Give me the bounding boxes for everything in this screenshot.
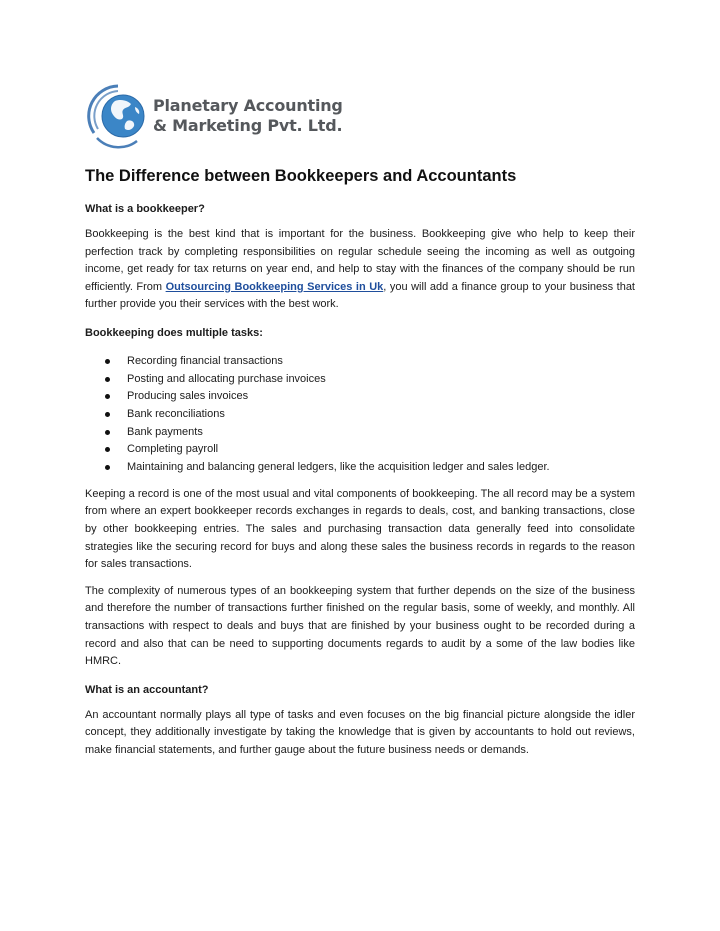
outsourcing-bookkeeping-link[interactable]: Outsourcing Bookkeeping Services in Uk: [165, 280, 384, 293]
task-text: Recording financial transactions: [127, 354, 283, 367]
document-title: The Difference between Bookkeepers and Accountants: [85, 167, 517, 185]
record-keeping-paragraph: Keeping a record is one of the most usual and vital components of bookkeeping. The all record may be a system from where an expert bookkeeper records exchanges in regards to deals, cost, and banking transactions, close by other bookkeeping entries. The sales and purchasing transaction data generally feed into consolidate strategies like the securing record for buys and along these sales the business records in regards to the reason for sales transactions.: [85, 487, 635, 571]
globe-logo-icon: [85, 83, 151, 149]
bookkeeper-paragraph: [85, 226, 635, 314]
bullet-icon: [105, 447, 110, 452]
list-item: [85, 388, 635, 406]
bookkeeper-text-after-link: , you will add a finance group to your business that further provide you their services with the best work.: [85, 280, 635, 311]
task-text: Completing payroll: [127, 443, 219, 456]
tasks-list: [85, 353, 635, 477]
bullet-icon: [105, 430, 110, 435]
bullet-icon: [105, 465, 110, 470]
bullet-icon: [105, 359, 110, 364]
bookkeeper-heading: What is a bookkeeper?: [85, 203, 205, 215]
company-name: [153, 96, 343, 136]
list-item: [85, 406, 635, 424]
bullet-icon: [105, 412, 110, 417]
company-name-line1: Planetary Accounting: [153, 96, 343, 115]
task-text: Bank reconciliations: [127, 408, 225, 421]
list-item: [85, 424, 635, 442]
accountant-heading: What is an accountant?: [85, 683, 209, 696]
company-logo: [85, 80, 635, 152]
document-page: [85, 80, 635, 760]
task-text: Bank payments: [127, 425, 203, 438]
company-name-line2: & Marketing Pvt. Ltd.: [153, 116, 343, 135]
bookkeeper-text-before-link: Bookkeeping is the best kind that is important for the business. Bookkeeping give who help to keep their perfection track by completing responsibilities on regular schedule seeing the incoming as well as outgoing income, get ready for tax returns on year end, and help to stay with the finances of the company should be run efficiently. From: [85, 228, 635, 293]
task-text: Producing sales invoices: [127, 390, 249, 403]
task-text: Posting and allocating purchase invoices: [127, 372, 326, 385]
list-item: [85, 371, 635, 389]
accountant-paragraph: An accountant normally plays all type of tasks and even focuses on the big financial picture alongside the idler concept, they additionally investigate by taking the knowledge that is given by accountants to hold out reviews, make financial statements, and further gauge about the future business needs or demands.: [85, 708, 635, 757]
complexity-paragraph: The complexity of numerous types of an bookkeeping system that further depends on the size of the business and therefore the number of transactions further finished on the regular basis, some of weekly, and monthly. All transactions with respect to deals and buys that are finished by your business ought to be recorded during a record and also that can be need to supporting documents regards to audit by a some of the law bodies like HMRC.: [85, 584, 635, 668]
list-item: [85, 441, 635, 459]
list-item: [85, 459, 635, 477]
bullet-icon: [105, 394, 110, 399]
tasks-heading: Bookkeeping does multiple tasks:: [85, 326, 263, 339]
task-text: Maintaining and balancing general ledgers, like the acquisition ledger and sales ledger.: [127, 461, 550, 474]
list-item: [85, 353, 635, 371]
bullet-icon: [105, 377, 110, 382]
